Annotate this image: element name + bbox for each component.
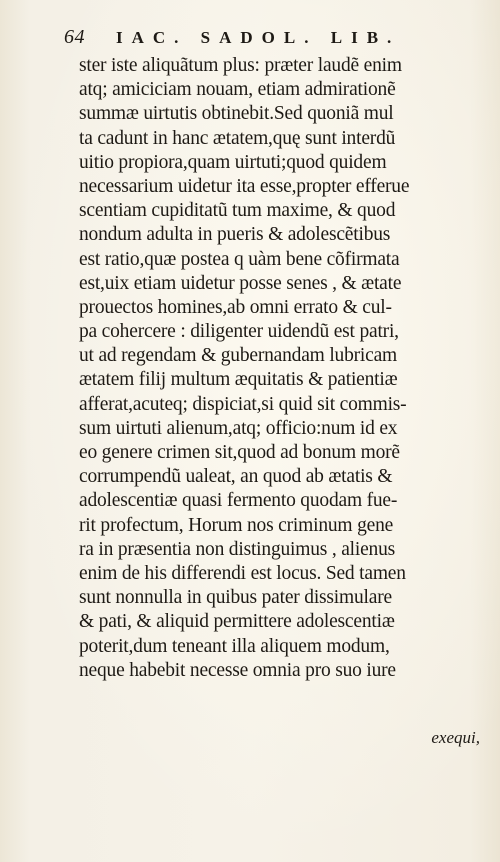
text-line: ster iste aliquãtum plus: præter laudẽ enim <box>79 55 402 76</box>
text-line: eo genere crimen sit,quod ad bonum morẽ <box>79 442 400 463</box>
running-head: IAC. SADOL. LIB. <box>116 28 401 47</box>
text-line: ra in præsentia non distinguimus , alienus <box>79 538 396 560</box>
text-line: poterit,dum teneant illa aliquem modum, <box>79 635 390 657</box>
body-text <box>79 54 479 683</box>
text-line: & pati, & aliquid permittere adolescentiæ <box>79 611 395 633</box>
page-number: 64 <box>64 26 85 48</box>
text-line: adolescentiæ quasi fermento quodam fue- <box>79 490 398 512</box>
text-line: ta cadunt in hanc ætatem,quę sunt interdũ <box>79 127 396 149</box>
text-line: nondum adulta in pueris & adolescẽtibus <box>79 224 391 246</box>
text-line: corrumpendũ ualeat, an quod ab ætatis & <box>79 466 393 488</box>
text-line: sum uirtuti alienum,atq; officio:num id ex <box>79 417 398 439</box>
text-line: sunt nonnulla in quibus pater dissimulare <box>79 587 392 609</box>
text-line: rit profectum, Horum nos criminum gene <box>79 514 394 536</box>
text-line: prouectos homines,ab omni errato & cul- <box>79 296 392 318</box>
text-line: ætatem filij multum æquitatis & patientiæ <box>79 369 398 391</box>
text-line: est ratio,quæ postea q uàm bene cõfirmata <box>79 248 400 270</box>
text-line: pa cohercere : diligenter uidendũ est patri, <box>79 321 399 343</box>
text-line: summæ uirtutis obtinebit.Sed quoniã mul <box>79 103 394 125</box>
text-line: afferat,acuteq; dispiciat,si quid sit commis- <box>79 393 407 415</box>
text-line: enim de his differendi est locus. Sed tamen <box>79 562 406 584</box>
text-line: neque habebit necesse omnia pro suo iure <box>79 659 396 681</box>
text-line: scentiam cupiditatũ tum maxime, & quod <box>79 200 396 222</box>
text-line: est,uix etiam uidetur posse senes , & ætate <box>79 272 402 294</box>
text-line: necessarium uidetur ita esse,propter efferue <box>79 175 410 197</box>
text-line: ut ad regendam & gubernandam lubricam <box>79 345 398 367</box>
page-header <box>64 26 444 49</box>
text-line: uitio propiora,quam uirtuti;quod quidem <box>79 151 387 173</box>
text-line: atq; amiciciam nouam, etiam admirationẽ <box>79 79 396 101</box>
catchword: exequi, <box>431 728 480 747</box>
